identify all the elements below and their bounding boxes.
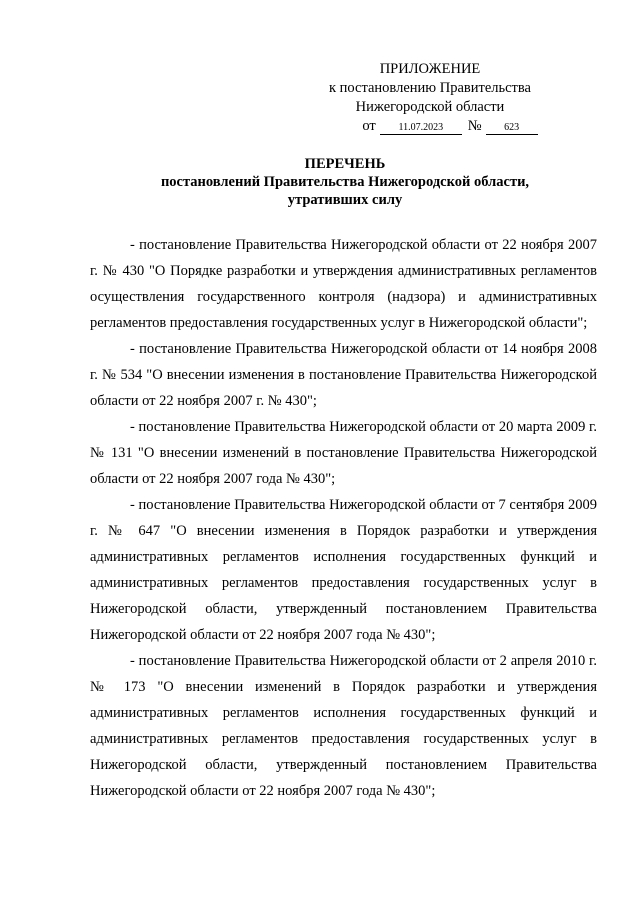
decree-date: 11.07.2023 [380,120,462,135]
list-item: - постановление Правительства Нижегородской области от 7 сентября 2009 г. № 647 "О внесении изменения в Порядок разработки и утверждения административных регламентов исполнения государственных функций и административных регламентов предоставления государственных услуг в Нижегородской области, утвержденный постановлением Правительства Нижегородской области от 22 ноября 2007 года № 430"; [90,497,597,643]
decree-list [90,232,597,804]
appendix-region: Нижегородской области [355,99,505,115]
list-item: - постановление Правительства Нижегородской области от 20 марта 2009 г. № 131 "О внесении изменений в постановление Правительства Нижегородской области от 22 ноября 2007 года № 430"; [90,419,597,487]
list-item: - постановление Правительства Нижегородской области от 14 ноября 2008 г. № 534 "О внесении изменения в постановление Правительства Нижегородской области от 22 ноября 2007 г. № 430"; [90,341,597,409]
title-line-1: ПЕРЕЧЕНЬ [304,156,386,172]
from-label: от [362,118,376,134]
title-line-2: постановлений Правительства Нижегородской области, [160,174,530,190]
appendix-header [300,60,560,136]
title-line-3: утративших силу [287,192,403,208]
appendix-title: ПРИЛОЖЕНИЕ [379,61,481,77]
list-item: - постановление Правительства Нижегородской области от 2 апреля 2010 г. № 173 "О внесении изменений в Порядок разработки и утверждения административных регламентов исполнения государственных функций и административных регламентов предоставления государственных услуг в Нижегородской области, утвержденный постановлением Правительства Нижегородской области от 22 ноября 2007 года № 430"; [90,653,597,799]
appendix-date-line [340,117,560,136]
list-item: - постановление Правительства Нижегородской области от 22 ноября 2007 г. № 430 "О Порядке разработки и утверждения административных регламентов осуществления государственного контроля (надзора) и административных регламентов предоставления государственных услуг в Нижегородской области"; [90,237,597,331]
appendix-subtitle: к постановлению Правительства [329,80,531,96]
number-label: № [467,118,482,134]
decree-number: 623 [486,120,538,135]
document-title [90,155,600,209]
